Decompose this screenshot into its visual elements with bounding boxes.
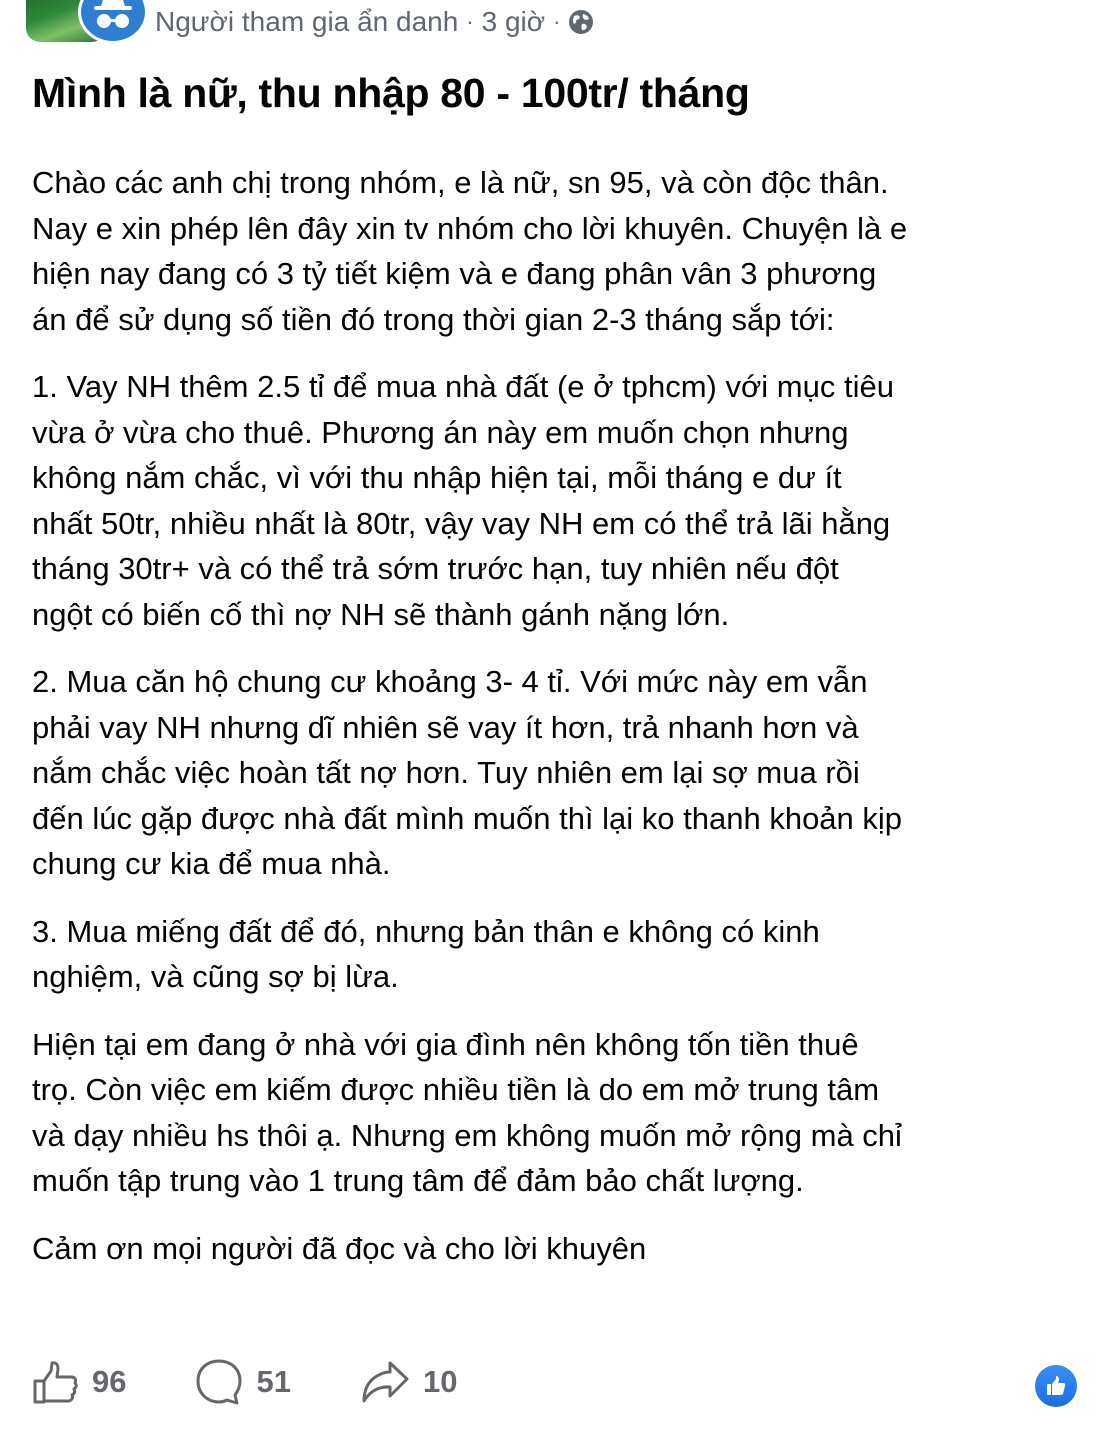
- text-line: Chào các anh chị trong nhóm, e là nữ, sn 95, và còn độc thân.: [32, 165, 889, 200]
- globe-icon: [568, 9, 594, 35]
- text-line: Nay e xin phép lên đây xin tv nhóm cho lời khuyên. Chuyện là e: [32, 210, 908, 246]
- like-count: 96: [92, 1364, 127, 1399]
- paragraph-option-3: [32, 909, 1092, 1000]
- text-line: vừa ở vừa cho thuê. Phương án này em muốn chọn nhưng: [32, 414, 849, 450]
- paragraph-option-1: [32, 364, 1092, 637]
- like-button[interactable]: [32, 1359, 126, 1405]
- thumbs-up-icon: [32, 1359, 80, 1405]
- text-line: phải vay NH nhưng dĩ nhiên sẽ vay ít hơn, trả nhanh hơn và: [32, 709, 859, 745]
- text-line: ngột có biến cố thì nợ NH sẽ thành gánh nặng lớn.: [32, 596, 730, 632]
- meta-separator: ·: [466, 9, 474, 34]
- post-meta: [155, 6, 594, 38]
- text-line: muốn tập trung vào 1 trung tâm để đảm bảo chất lượng.: [32, 1163, 804, 1198]
- text-line: Hiện tại em đang ở nhà với gia đình nên không tốn tiền thuê: [32, 1026, 859, 1062]
- text-line: không nắm chắc, vì với thu nhập hiện tại, mỗi tháng e dư ít: [32, 460, 842, 495]
- like-reaction-icon[interactable]: [1035, 1365, 1077, 1407]
- text-line: trọ. Còn việc em kiếm được nhiều tiền là do em mở trung tâm: [32, 1072, 880, 1107]
- text-line: án để sử dụng số tiền đó trong thời gian 2-3 tháng sắp tới:: [32, 301, 835, 337]
- text-line: 1. Vay NH thêm 2.5 tỉ để mua nhà đất (e ở tphcm) với mục tiêu: [32, 369, 894, 404]
- comment-count: 51: [256, 1364, 291, 1399]
- text-line: 3. Mua miếng đất để đó, nhưng bản thân e không có kinh: [32, 913, 820, 949]
- comment-bubble-icon: [194, 1357, 244, 1407]
- author-name[interactable]: Người tham gia ẩn danh: [155, 6, 459, 37]
- incognito-icon: [90, 0, 136, 32]
- paragraph-thanks: [32, 1226, 1092, 1272]
- share-count: 10: [422, 1364, 458, 1399]
- action-bar: [32, 1357, 517, 1407]
- paragraph-intro: [32, 160, 1092, 342]
- text-line: đến lúc gặp được nhà đất mình muốn thì lại ko thanh khoản kịp: [32, 800, 903, 836]
- text-line: và dạy nhiều hs thôi ạ. Nhưng em không muốn mở rộng mà chỉ: [32, 1117, 902, 1153]
- post-time[interactable]: 3 giờ: [481, 6, 546, 37]
- post-header: [0, 0, 1108, 46]
- text-line: nắm chắc việc hoàn tất nợ hơn. Tuy nhiên em lại sợ mua rồi: [32, 755, 860, 790]
- text-line: hiện nay đang có 3 tỷ tiết kiệm và e đang phân vân 3 phương: [32, 256, 877, 291]
- post-body: [32, 160, 1092, 1293]
- share-arrow-icon: [359, 1359, 411, 1405]
- text-line: Cảm ơn mọi người đã đọc và cho lời khuyên: [32, 1230, 647, 1266]
- comment-button[interactable]: [194, 1357, 290, 1407]
- post-title: Mình là nữ, thu nhập 80 - 100tr/ tháng: [32, 70, 750, 116]
- thumbs-up-icon: [1044, 1374, 1068, 1398]
- text-line: chung cư kia để mua nhà.: [32, 846, 391, 881]
- text-line: tháng 30tr+ và có thể trả sớm trước hạn, tuy nhiên nếu đột: [32, 551, 839, 586]
- text-line: nhất 50tr, nhiều nhất là 80tr, vậy vay NH em có thể trả lãi hằng: [32, 505, 891, 541]
- text-line: nghiệm, và cũng sợ bị lừa.: [32, 959, 399, 994]
- share-button[interactable]: [359, 1359, 457, 1405]
- meta-separator: ·: [553, 9, 561, 34]
- text-line: 2. Mua căn hộ chung cư khoảng 3- 4 tỉ. Với mức này em vẫn: [32, 664, 868, 699]
- paragraph-option-2: [32, 659, 1092, 887]
- paragraph-context: [32, 1022, 1092, 1204]
